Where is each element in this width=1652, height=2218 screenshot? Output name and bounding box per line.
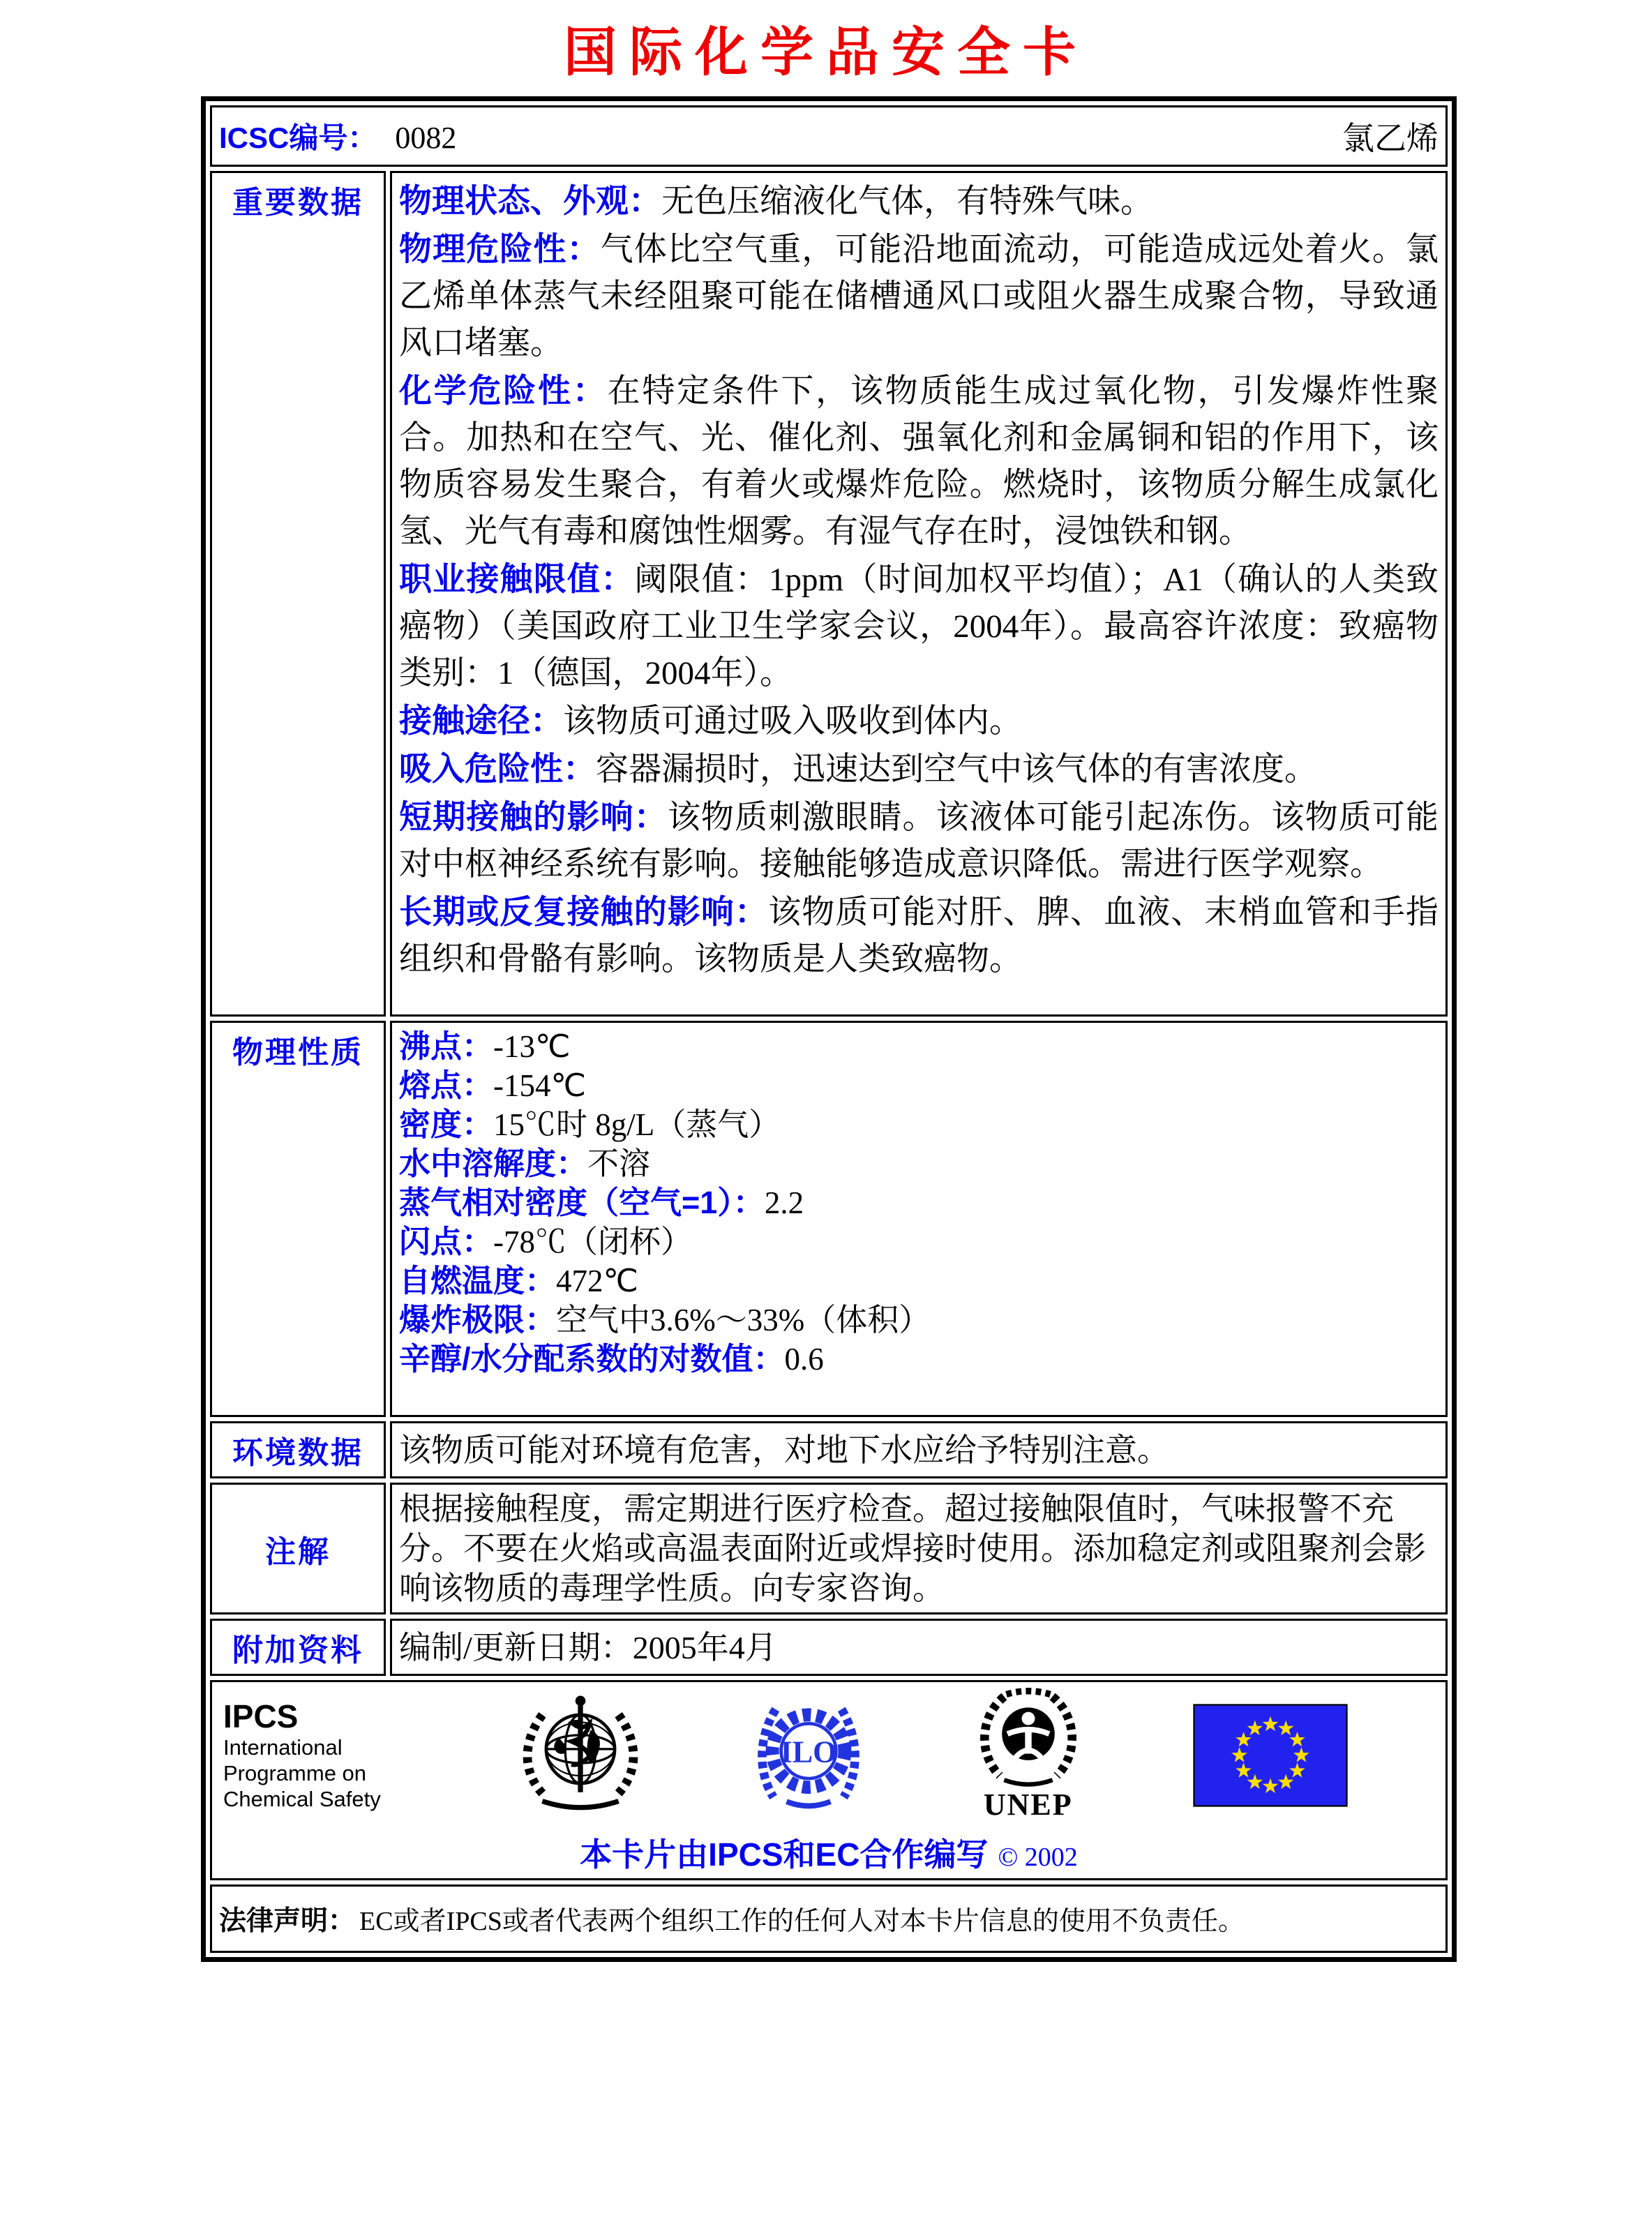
ilo-logo-icon — [753, 1696, 864, 1815]
important-data-content — [390, 171, 1448, 1017]
important-data-row — [210, 171, 1448, 1017]
legal-label: 法律声明： — [219, 1906, 356, 1936]
footer-logos-row — [210, 1680, 1448, 1880]
footer-caption — [212, 1829, 1446, 1875]
additional-info-content — [390, 1619, 1448, 1676]
footer-logos-cell — [210, 1680, 1448, 1880]
icsc-card-table — [201, 96, 1457, 1962]
section-label-notes: 注解 — [210, 1483, 386, 1614]
important-data-item: 化学危险性：在特定条件下，该物质能生成过氧化物，引发爆炸性聚合。加热和在空气、光、催化剂、强氧化剂和金属铜和铝的作用下，该物质容易发生聚合，有着火或爆炸危险。燃烧时，该物质分解生成氯化氢、光气有毒和腐蚀性烟雾。有湿气存在时，浸蚀铁和钢。 — [399, 372, 1439, 550]
physical-property-item: 爆炸极限：空气中3.6%～33%（体积） — [399, 1302, 931, 1337]
logo-row — [212, 1688, 1446, 1822]
environmental-data-row — [210, 1421, 1448, 1478]
chemical-name: 氯乙烯 — [1342, 121, 1439, 156]
important-data-item: 吸入危险性：容器漏损时，迅速达到空气中该气体的有害浓度。 — [399, 750, 1317, 788]
ipcs-block — [223, 1698, 408, 1812]
physical-property-item: 沸点：-13℃ — [399, 1028, 571, 1064]
physical-property-item: 蒸气相对密度（空气=1）：2.2 — [399, 1185, 804, 1220]
header-cell — [210, 105, 1448, 167]
environmental-data-text: 该物质可能对环境有危害，对地下水应给予特别注意。 — [399, 1432, 1169, 1468]
section-label-environmental-data: 环境数据 — [210, 1421, 386, 1478]
physical-property-item: 自燃温度：472℃ — [399, 1263, 639, 1298]
unep-logo-text: UNEP — [983, 1788, 1073, 1822]
section-label-physical-properties: 物理性质 — [210, 1021, 386, 1417]
important-data-item: 物理状态、外观：无色压缩液化气体，有特殊气味。 — [399, 182, 1153, 220]
legal-text: EC或者IPCS或者代表两个组织工作的任何人对本卡片信息的使用不负责任。 — [359, 1907, 1245, 1936]
physical-property-item: 熔点：-154℃ — [399, 1067, 587, 1103]
additional-info-text: 编制/更新日期：2005年4月 — [399, 1629, 777, 1665]
notes-content — [390, 1483, 1448, 1614]
unep-logo-icon — [973, 1688, 1084, 1791]
eu-flag-icon — [1193, 1704, 1348, 1807]
footer-copyright: © 2002 — [998, 1843, 1078, 1872]
unep-logo — [973, 1688, 1084, 1822]
important-data-item: 职业接触限值：阈限值：1ppm（时间加权平均值）；A1（确认的人类致癌物）（美国政府工业卫生学家会议，2004年）。最高容许浓度：致癌物类别：1（德国，2004年）。 — [399, 560, 1439, 691]
legal-row — [210, 1884, 1448, 1953]
ilo-logo-text: ILO — [780, 1734, 836, 1769]
who-logo-icon — [517, 1692, 644, 1819]
ipcs-line: Programme on — [223, 1761, 367, 1785]
header-row — [210, 105, 1448, 167]
icsc-number-group — [219, 115, 456, 157]
important-data-item: 接触途径：该物质可通过吸入吸收到体内。 — [399, 702, 1022, 740]
physical-property-item: 闪点：-78℃（闭杯） — [399, 1224, 693, 1259]
ipcs-line: International — [223, 1735, 343, 1760]
footer-caption-text: 本卡片由IPCS和EC合作编写 — [580, 1836, 989, 1873]
section-label-important-data: 重要数据 — [210, 171, 386, 1017]
icsc-number-label: ICSC编号： — [219, 121, 377, 154]
icsc-number-value: 0082 — [395, 121, 457, 155]
ipcs-line: Chemical Safety — [223, 1787, 381, 1811]
ipcs-acronym: IPCS — [223, 1698, 299, 1734]
notes-text: 根据接触程度，需定期进行医疗检查。超过接触限值时，气味报警不充分。不要在火焰或高温表面附近或焊接时使用。添加稳定剂或阻聚剂会影响该物质的毒理学性质。向专家咨询。 — [399, 1491, 1426, 1606]
section-label-additional-info: 附加资料 — [210, 1619, 386, 1676]
physical-property-item: 水中溶解度：不溶 — [399, 1146, 651, 1181]
physical-properties-row — [210, 1021, 1448, 1417]
important-data-item: 短期接触的影响：该物质刺激眼睛。该液体可能引起冻伤。该物质可能对中枢神经系统有影响。接触能够造成意识降低。需进行医学观察。 — [399, 798, 1439, 883]
physical-property-item: 辛醇/水分配系数的对数值：0.6 — [399, 1341, 824, 1377]
environmental-data-content — [390, 1421, 1448, 1478]
important-data-item: 长期或反复接触的影响：该物质可能对肝、脾、血液、末梢血管和手指组织和骨骼有影响。该物质是人类致癌物。 — [399, 893, 1439, 977]
page-title: 国际化学品安全卡 — [564, 23, 1088, 82]
important-data-item: 物理危险性：气体比空气重，可能沿地面流动，可能造成远处着火。氯乙烯单体蒸气未经阻聚可能在储槽通风口或阻火器生成聚合物，导致通风口堵塞。 — [399, 230, 1439, 361]
additional-info-row — [210, 1619, 1448, 1676]
physical-property-item: 密度：15℃时 8g/L（蒸气） — [399, 1107, 781, 1142]
physical-properties-content — [390, 1021, 1448, 1417]
notes-row — [210, 1483, 1448, 1614]
legal-cell — [210, 1884, 1448, 1953]
